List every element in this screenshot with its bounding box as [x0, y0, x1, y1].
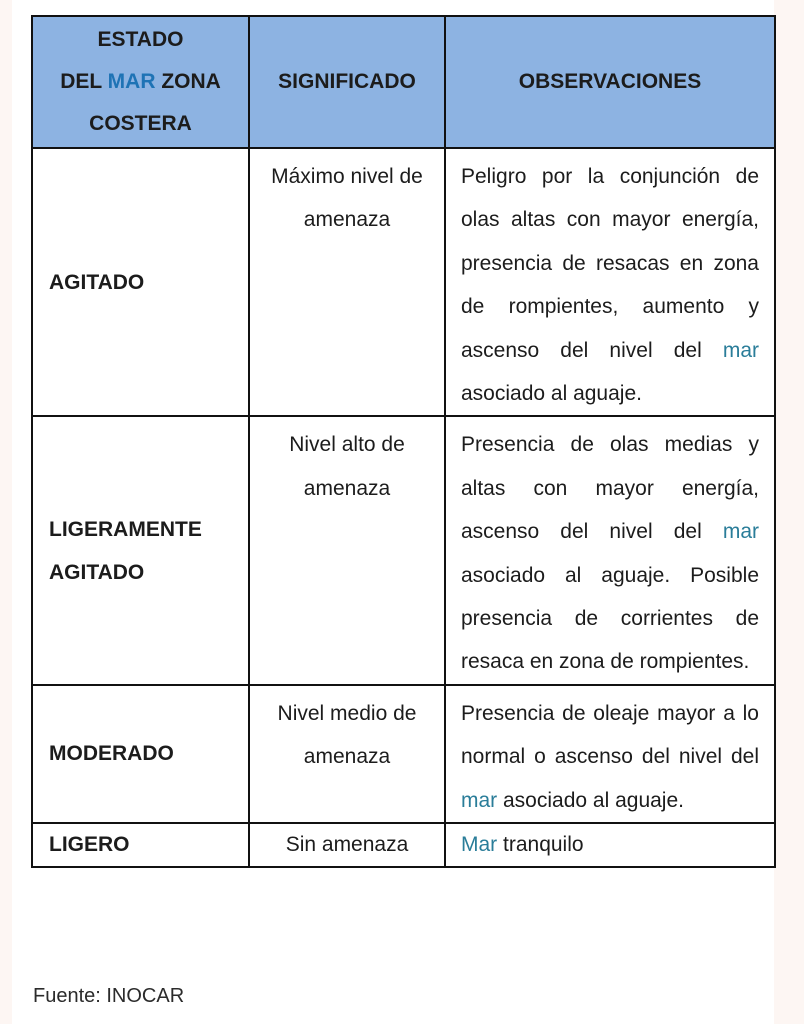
significado-cell: Máximo nivel de amenaza	[249, 148, 445, 416]
obs-text: Presencia de oleaje mayor a lo normal o ascenso del nivel del	[461, 701, 759, 769]
header-estado-mar-link[interactable]: MAR	[107, 70, 156, 93]
header-row	[32, 16, 775, 148]
mar-link[interactable]: mar	[722, 520, 759, 544]
header-significado: SIGNIFICADO	[249, 16, 445, 148]
observaciones-cell	[445, 148, 775, 416]
estado-cell: LIGERO	[32, 823, 249, 867]
header-estado-line2-post: ZONA	[155, 70, 221, 93]
obs-text: asociado al aguaje.	[497, 788, 684, 812]
significado-cell: Nivel medio de amenaza	[249, 685, 445, 823]
header-estado-line1: ESTADO	[97, 28, 184, 51]
mar-link[interactable]: mar	[722, 338, 759, 362]
table-row	[32, 823, 775, 867]
significado-cell: Nivel alto de amenaza	[249, 416, 445, 684]
estado-cell: AGITADO	[32, 148, 249, 416]
estado-cell: MODERADO	[32, 685, 249, 823]
obs-text: tranquilo	[497, 833, 584, 857]
observaciones-cell	[445, 416, 775, 684]
estado-cell	[32, 416, 249, 684]
estado-line1: LIGERAMENTE	[49, 517, 202, 541]
table-row	[32, 416, 775, 684]
table-row	[32, 685, 775, 823]
observaciones-cell	[445, 685, 775, 823]
header-estado-line3: COSTERA	[89, 112, 192, 135]
obs-text: asociado al aguaje.	[461, 382, 642, 406]
observaciones-cell	[445, 823, 775, 867]
mar-link[interactable]: mar	[461, 788, 498, 812]
obs-text: Peligro por la conjunción de olas altas con mayor energía, presencia de resacas en zona de rompientes, aumento y ascenso del nivel del	[461, 165, 759, 362]
table-header	[32, 16, 775, 148]
sea-state-table	[31, 15, 776, 868]
obs-text: asociado al aguaje. Posible presencia de corrientes de resaca en zona de rompientes.	[461, 563, 759, 674]
mar-link[interactable]: Mar	[461, 833, 498, 857]
header-estado	[32, 16, 249, 148]
table-row	[32, 148, 775, 416]
significado-cell: Sin amenaza	[249, 823, 445, 867]
source-caption: Fuente: INOCAR	[33, 985, 185, 1007]
header-estado-line2-pre: DEL	[60, 70, 108, 93]
header-observaciones: OBSERVACIONES	[445, 16, 775, 148]
obs-text: Presencia de olas medias y altas con mayor energía, ascenso del nivel del	[461, 433, 759, 544]
estado-line2: AGITADO	[49, 560, 145, 584]
